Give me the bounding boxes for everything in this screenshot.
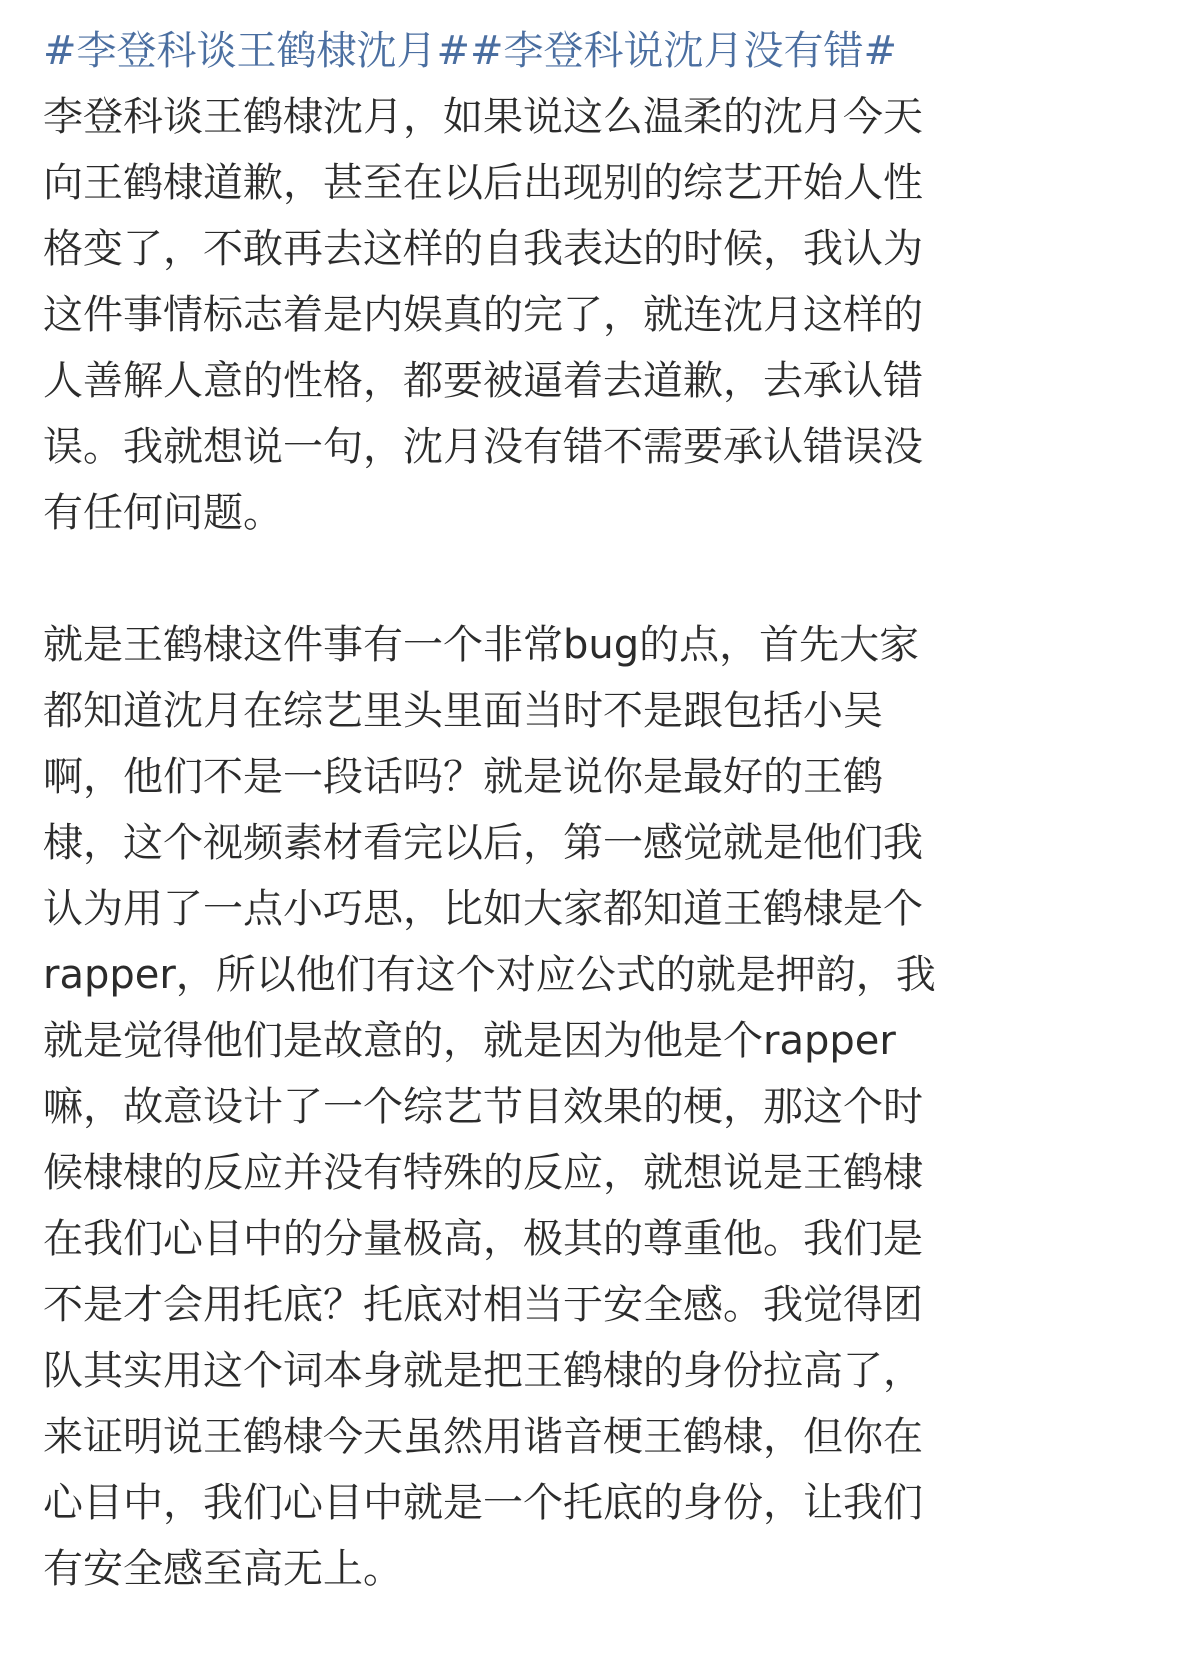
text-line: 认为用了一点小巧思，比如大家都知道王鹤棣是个: [43, 886, 923, 932]
text-line: 啊，他们不是一段话吗？就是说你是最好的王鹤: [43, 754, 883, 800]
text-line: 不是才会用托底？托底对相当于安全感。我觉得团: [43, 1282, 923, 1328]
text-line: 在我们心目中的分量极高，极其的尊重他。我们是: [43, 1216, 923, 1262]
text-line: rapper，所以他们有这个对应公式的就是押韵，我: [43, 952, 936, 998]
text-line: 就是王鹤棣这件事有一个非常bug的点，首先大家: [43, 622, 920, 668]
text-line: 向王鹤棣道歉，甚至在以后出现别的综艺开始人性: [43, 160, 923, 206]
hashtag-link[interactable]: #李登科谈王鹤棣沈月#: [43, 28, 471, 74]
text-line: 心目中，我们心目中就是一个托底的身份，让我们: [43, 1480, 923, 1526]
text-line: 候棣棣的反应并没有特殊的反应，就想说是王鹤棣: [43, 1150, 923, 1196]
text-line: 来证明说王鹤棣今天虽然用谐音梗王鹤棣，但你在: [43, 1414, 923, 1460]
text-line: 格变了，不敢再去这样的自我表达的时候，我认为: [43, 226, 923, 272]
text-line: 就是觉得他们是故意的，就是因为他是个rapper: [43, 1018, 896, 1064]
text-line: 有任何问题。: [43, 490, 283, 536]
text-line: 嘛，故意设计了一个综艺节目效果的梗，那这个时: [43, 1084, 923, 1130]
text-line: 李登科谈王鹤棣沈月，如果说这么温柔的沈月今天: [43, 94, 923, 140]
post-paragraph: [43, 612, 1133, 1602]
text-line: 误。我就想说一句，沈月没有错不需要承认错误没: [43, 424, 923, 470]
text-line: 人善解人意的性格，都要被逼着去道歉，去承认错: [43, 358, 923, 404]
text-line: 都知道沈月在综艺里头里面当时不是跟包括小吴: [43, 688, 883, 734]
hashtag-row: [43, 18, 1133, 84]
text-line: 有安全感至高无上。: [43, 1546, 403, 1592]
text-line: 队其实用这个词本身就是把王鹤棣的身份拉高了，: [43, 1348, 923, 1394]
text-line: 这件事情标志着是内娱真的完了，就连沈月这样的: [43, 292, 923, 338]
text-line: 棣，这个视频素材看完以后，第一感觉就是他们我: [43, 820, 923, 866]
post-paragraph: [43, 84, 1133, 546]
paragraph-spacer: [43, 546, 1133, 612]
post-body: [43, 18, 1133, 1602]
hashtag-link[interactable]: #李登科说沈月没有错#: [470, 28, 898, 74]
